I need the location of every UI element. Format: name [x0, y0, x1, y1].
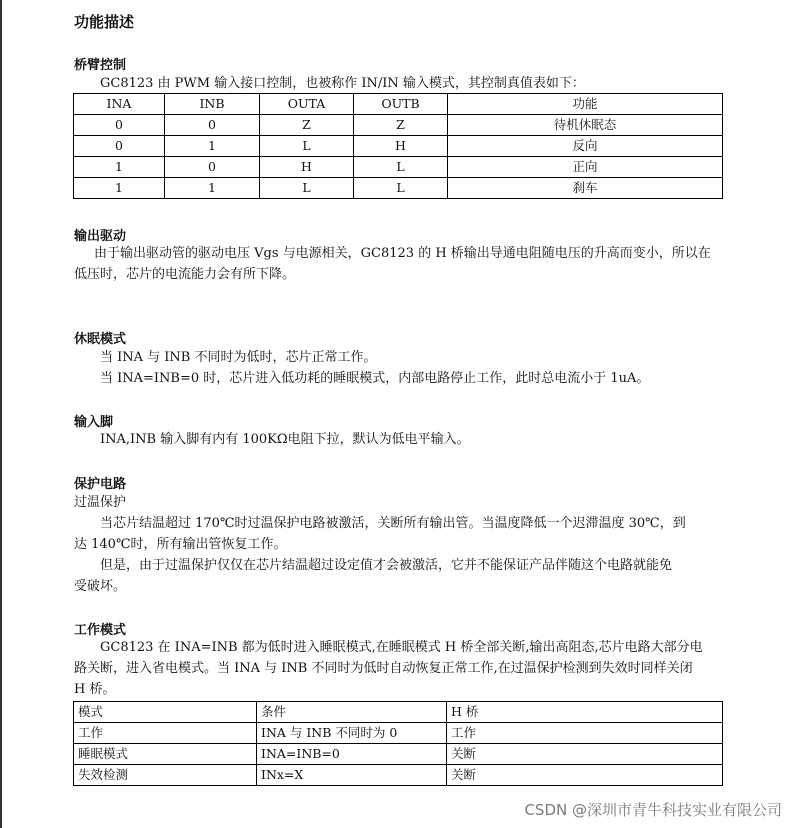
truth-table-cell: 0 — [74, 136, 165, 157]
truth-table-cell: L — [260, 136, 354, 157]
truth-table-header-cell: INA — [74, 94, 165, 115]
truth-table-cell: 0 — [74, 115, 165, 136]
work-line-2: 路关断，进入省电模式。当 INA 与 INB 不同时为低时自动恢复正常工作,在过温保护检测到失效时同样关闭 — [74, 661, 693, 676]
truth-table-header-row — [74, 94, 723, 115]
bridge-intro: GC8123 由 PWM 输入接口控制，也被称作 IN/IN 输入模式，其控制真值表如下： — [100, 76, 585, 91]
truth-table-header-cell: OUTA — [260, 94, 354, 115]
protect-line-1: 当芯片结温超过 170℃时过温保护电路被激活，关断所有输出管。当温度降低一个迟滞温度 30℃，到 — [100, 516, 686, 531]
truth-table-cell: 反向 — [448, 136, 723, 157]
mode-table-cell: INA 与 INB 不同时为 0 — [257, 723, 447, 744]
truth-table-row — [74, 115, 723, 136]
mode-table-header-cell: H 桥 — [447, 702, 723, 723]
truth-table-cell: Z — [354, 115, 448, 136]
mode-table-row — [74, 723, 723, 744]
mode-table-cell: 睡眠模式 — [74, 744, 257, 765]
truth-table-header-cell: 功能 — [448, 94, 723, 115]
page-left-border — [0, 0, 2, 828]
truth-table-header-cell: INB — [165, 94, 260, 115]
mode-table-header-cell: 条件 — [257, 702, 447, 723]
bridge-heading: 桥臂控制 — [74, 58, 127, 73]
protect-paragraph — [74, 513, 734, 597]
work-paragraph — [74, 637, 734, 700]
output-line-2: 低压时，芯片的电流能力会有所下降。 — [74, 267, 296, 282]
mode-table-header-cell: 模式 — [74, 702, 257, 723]
mode-table — [73, 701, 723, 786]
output-paragraph — [74, 243, 734, 285]
truth-table-row — [74, 178, 723, 199]
truth-table-row — [74, 157, 723, 178]
truth-table-cell: 待机休眠态 — [448, 115, 723, 136]
input-heading: 输入脚 — [74, 415, 114, 430]
truth-table-cell: L — [354, 157, 448, 178]
mode-table-cell: 失效检测 — [74, 765, 257, 786]
truth-table-cell: 1 — [165, 178, 260, 199]
truth-table-cell: 1 — [165, 136, 260, 157]
truth-table-header-cell: OUTB — [354, 94, 448, 115]
truth-table-cell: Z — [260, 115, 354, 136]
sleep-heading: 休眠模式 — [74, 332, 127, 347]
truth-table-cell: L — [354, 178, 448, 199]
mode-table-row — [74, 744, 723, 765]
truth-table-cell: 1 — [74, 157, 165, 178]
protect-subheading: 过温保护 — [74, 495, 127, 510]
mode-table-cell: 关断 — [447, 744, 723, 765]
truth-table-cell: H — [354, 136, 448, 157]
work-heading: 工作模式 — [74, 623, 127, 638]
work-line-3: H 桥。 — [74, 682, 116, 697]
mode-table-row — [74, 765, 723, 786]
sleep-line-1: 当 INA 与 INB 不同时为低时，芯片正常工作。 — [100, 350, 377, 365]
truth-table-cell: 0 — [165, 157, 260, 178]
output-heading: 输出驱动 — [74, 229, 127, 244]
watermark: CSDN @深圳市青牛科技实业有限公司 — [524, 801, 782, 819]
sleep-line-2: 当 INA=INB=0 时，芯片进入低功耗的睡眠模式，内部电路停止工作，此时总电流小于 1uA。 — [100, 371, 650, 386]
truth-table-cell: 0 — [165, 115, 260, 136]
page-title: 功能描述 — [74, 13, 135, 31]
truth-table-cell: 正向 — [448, 157, 723, 178]
output-line-1: 由于输出驱动管的驱动电压 Vgs 与电源相关，GC8123 的 H 桥输出导通电阻随电压的升高而变小，所以在 — [94, 246, 711, 261]
sleep-paragraph — [100, 347, 649, 389]
protect-line-2: 达 140℃时，所有输出管恢复工作。 — [74, 537, 287, 552]
truth-table — [73, 93, 723, 199]
mode-table-cell: 关断 — [447, 765, 723, 786]
protect-line-3: 但是，由于过温保护仅仅在芯片结温超过设定值才会被激活，它并不能保证产品伴随这个电路就能免 — [100, 558, 673, 573]
mode-table-cell: INx=X — [257, 765, 447, 786]
protect-heading: 保护电路 — [74, 477, 127, 492]
protect-line-4: 受破坏。 — [74, 579, 127, 594]
truth-table-cell: H — [260, 157, 354, 178]
mode-table-header-row — [74, 702, 723, 723]
work-line-1: GC8123 在 INA=INB 都为低时进入睡眠模式,在睡眠模式 H 桥全部关断,输出高阻态,芯片电路大部分电 — [100, 640, 703, 655]
truth-table-cell: 1 — [74, 178, 165, 199]
truth-table-cell: 刹车 — [448, 178, 723, 199]
mode-table-cell: 工作 — [74, 723, 257, 744]
mode-table-cell: 工作 — [447, 723, 723, 744]
truth-table-row — [74, 136, 723, 157]
input-line-1: INA,INB 输入脚有内有 100KΩ电阻下拉，默认为低电平输入。 — [100, 432, 470, 447]
mode-table-cell: INA=INB=0 — [257, 744, 447, 765]
truth-table-cell: L — [260, 178, 354, 199]
